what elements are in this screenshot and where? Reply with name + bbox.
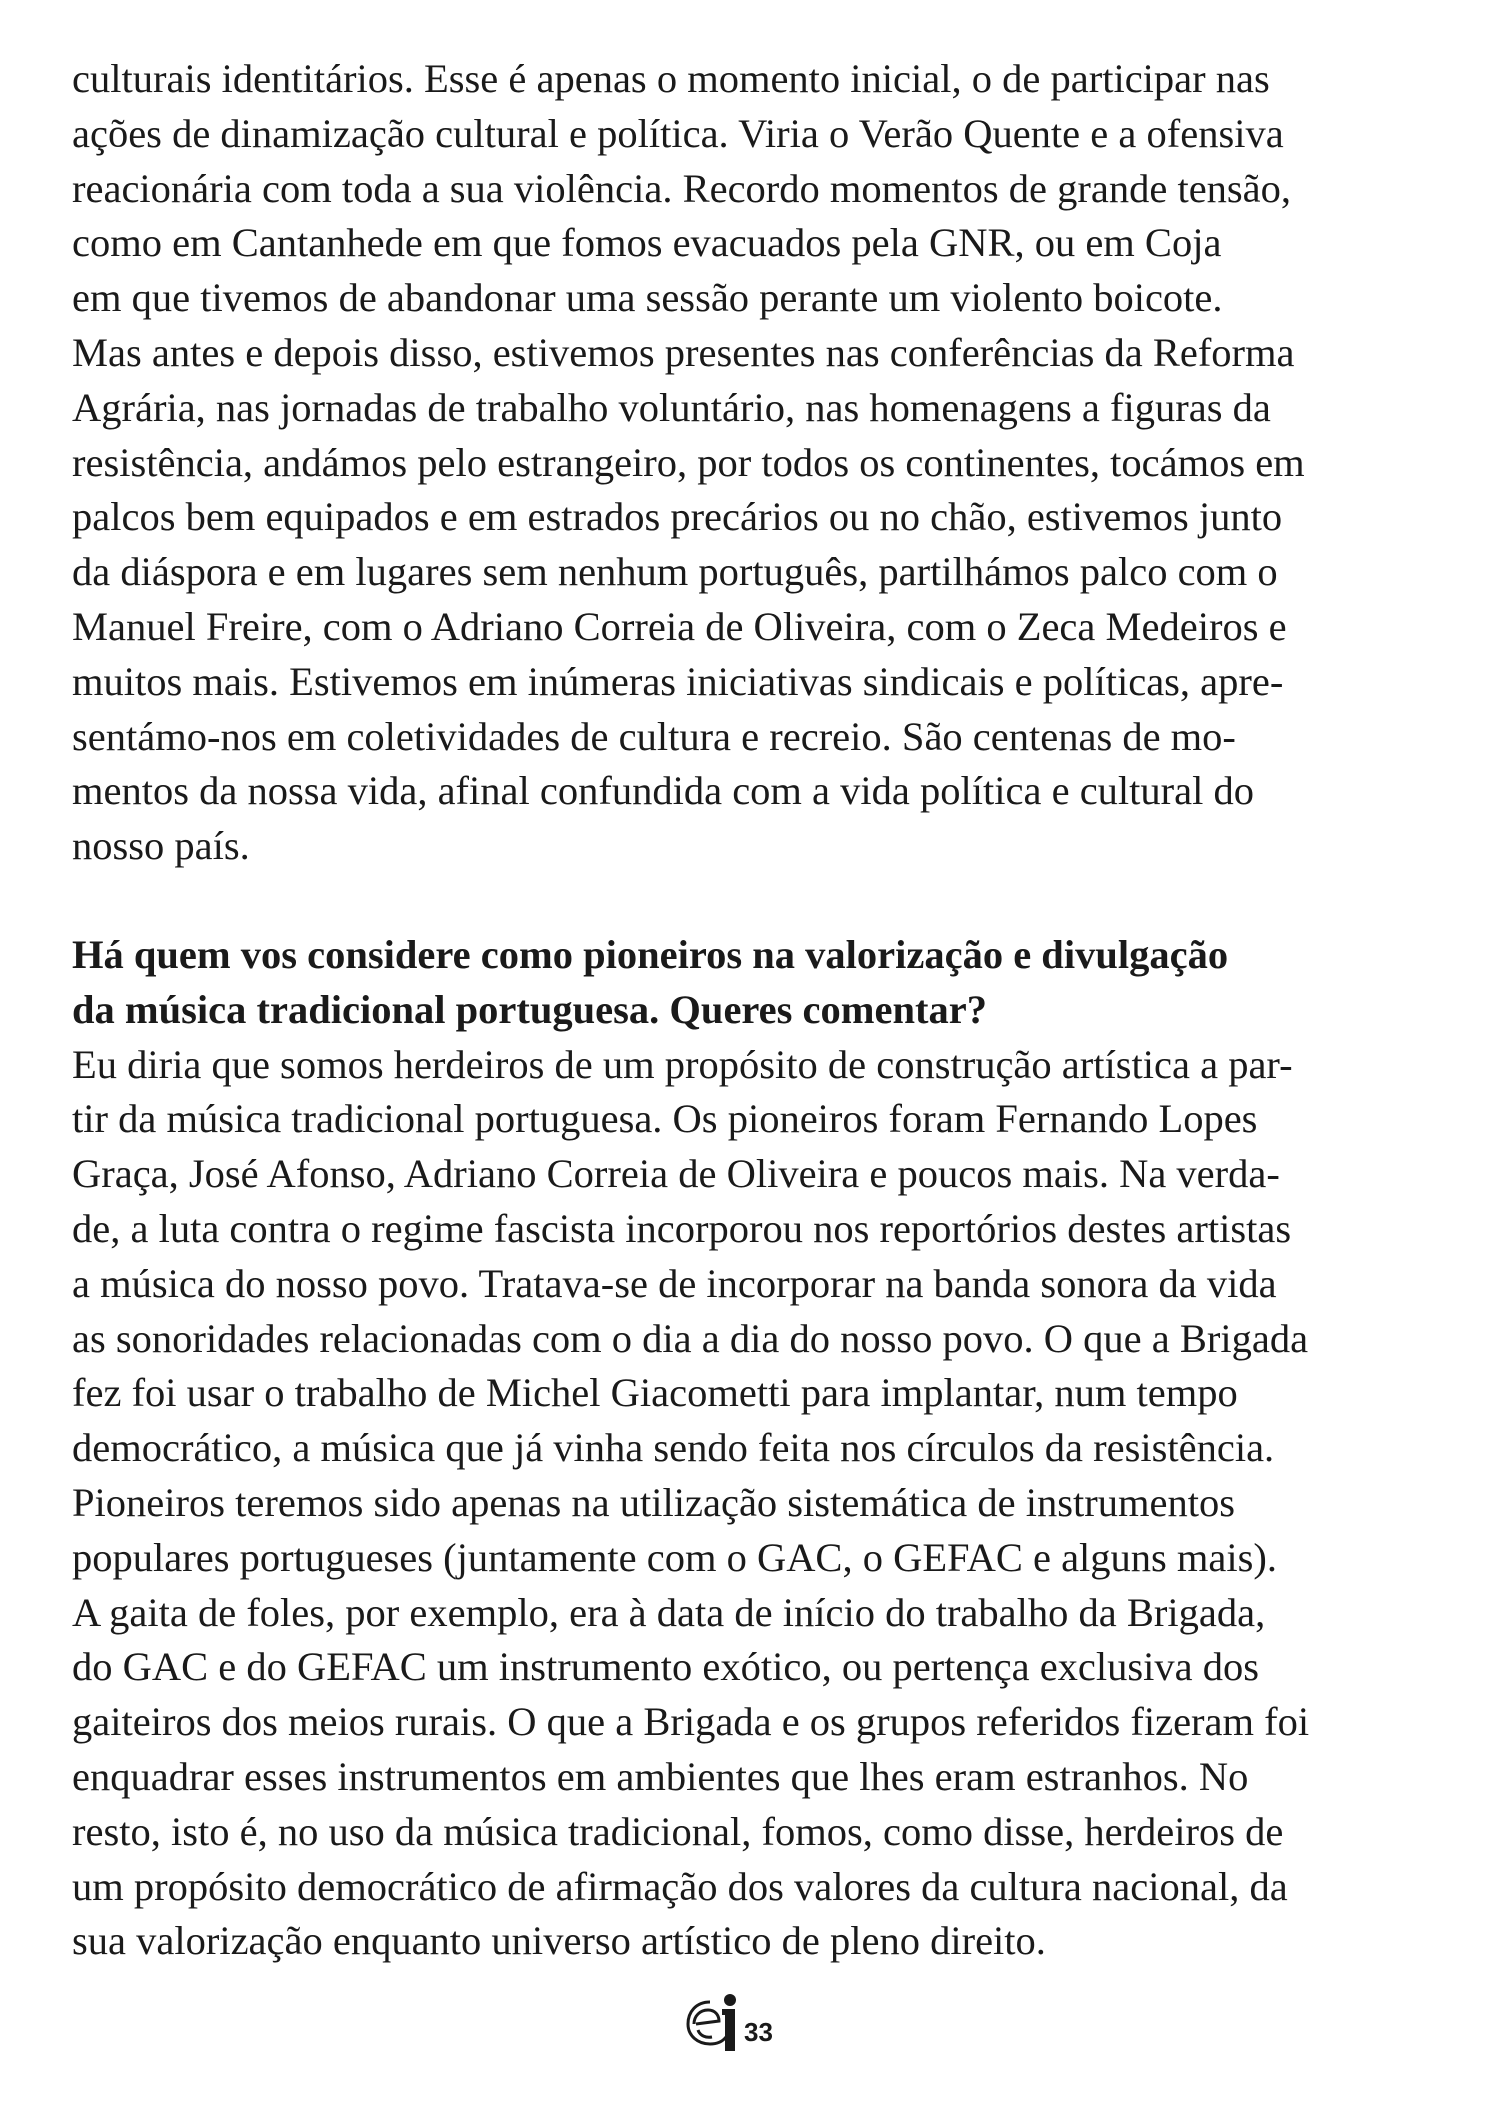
paragraph-gap <box>72 874 1442 928</box>
text-line: resto, isto é, no uso da música tradicional, fomos, como disse, herdeiros de <box>72 1808 1284 1854</box>
text-line: reacionária com toda a sua violência. Recordo momentos de grande tensão, <box>72 165 1292 211</box>
text-line: Pioneiros teremos sido apenas na utilização sistemática de instrumentos <box>72 1479 1235 1525</box>
text-line: como em Cantanhede em que fomos evacuados pela GNR, ou em Coja <box>72 220 1222 266</box>
text-line: um propósito democrático de afirmação dos valores da cultura nacional, da <box>72 1863 1288 1909</box>
text-line: Manuel Freire, com o Adriano Correia de Oliveira, com o Zeca Medeiros e <box>72 603 1287 649</box>
text-line: democrático, a música que já vinha sendo feita nos círculos da resistência. <box>72 1425 1275 1471</box>
text-line: Graça, José Afonso, Adriano Correia de Oliveira e poucos mais. Na verda- <box>72 1151 1280 1197</box>
text-line: sua valorização enquanto universo artístico de pleno direito. <box>72 1918 1046 1964</box>
text-line: muitos mais. Estivemos em inúmeras iniciativas sindicais e políticas, apre- <box>72 658 1284 704</box>
text-line: em que tivemos de abandonar uma sessão perante um violento boicote. <box>72 275 1223 321</box>
text-line: tir da música tradicional portuguesa. Os pioneiros foram Fernando Lopes <box>72 1096 1258 1142</box>
intro-paragraph <box>72 52 1442 874</box>
article-body <box>72 52 1442 1969</box>
interview-answer <box>72 1038 1442 1970</box>
text-line: da música tradicional portuguesa. Queres comentar? <box>72 986 987 1032</box>
text-line: palcos bem equipados e em estrados precários ou no chão, estivemos junto <box>72 494 1283 540</box>
text-line: as sonoridades relacionadas com o dia a dia do nosso povo. O que a Brigada <box>72 1315 1309 1361</box>
page-number: 33 <box>744 2016 773 2047</box>
text-line: a música do nosso povo. Tratava-se de incorporar na banda sonora da vida <box>72 1260 1277 1306</box>
text-line: ações de dinamização cultural e política. Viria o Verão Quente e a ofensiva <box>72 110 1284 156</box>
text-line: A gaita de foles, por exemplo, era à data de início do trabalho da Brigada, <box>72 1589 1266 1635</box>
text-line: populares portugueses (juntamente com o GAC, o GEFAC e alguns mais). <box>72 1534 1278 1580</box>
text-line: Mas antes e depois disso, estivemos presentes nas conferências da Reforma <box>72 329 1295 375</box>
text-line: nosso país. <box>72 823 250 869</box>
text-line: resistência, andámos pelo estrangeiro, por todos os continentes, tocámos em <box>72 439 1305 485</box>
text-line: Agrária, nas jornadas de trabalho voluntário, nas homenagens a figuras da <box>72 384 1271 430</box>
interview-question <box>72 928 1442 1038</box>
text-line: Eu diria que somos herdeiros de um propósito de construção artística a par- <box>72 1041 1293 1087</box>
text-line: enquadrar esses instrumentos em ambientes que lhes eram estranhos. No <box>72 1753 1249 1799</box>
publication-logo-icon <box>680 1988 744 2054</box>
text-line: culturais identitários. Esse é apenas o momento inicial, o de participar nas <box>72 56 1270 101</box>
text-line: do GAC e do GEFAC um instrumento exótico, ou pertença exclusiva dos <box>72 1644 1260 1690</box>
text-line: sentámo-nos em coletividades de cultura e recreio. São centenas de mo- <box>72 713 1236 759</box>
text-line: da diáspora e em lugares sem nenhum português, partilhámos palco com o <box>72 549 1278 595</box>
text-line: de, a luta contra o regime fascista incorporou nos reportórios destes artistas <box>72 1205 1292 1251</box>
page-footer <box>680 1988 773 2054</box>
text-line: gaiteiros dos meios rurais. O que a Brigada e os grupos referidos fizeram foi <box>72 1699 1310 1745</box>
text-line: mentos da nossa vida, afinal confundida com a vida política e cultural do <box>72 768 1255 814</box>
text-line: fez foi usar o trabalho de Michel Giacometti para implantar, num tempo <box>72 1370 1238 1416</box>
text-line: Há quem vos considere como pioneiros na valorização e divulgação <box>72 931 1229 977</box>
